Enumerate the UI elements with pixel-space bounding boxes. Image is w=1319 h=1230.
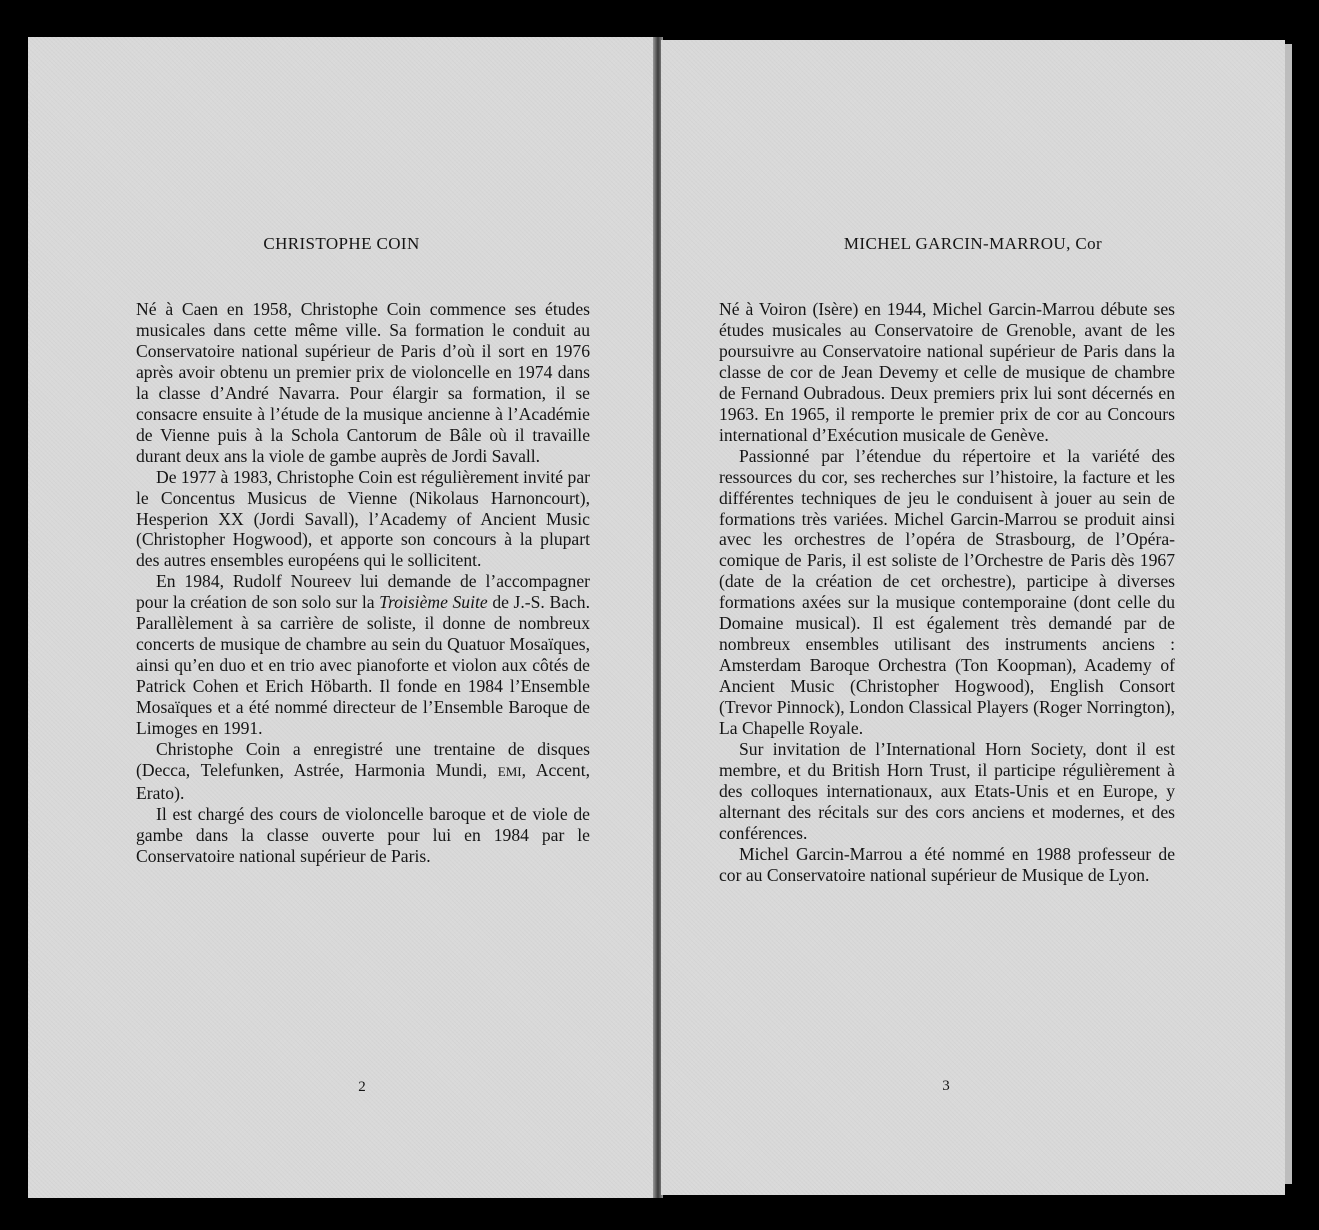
left-paragraph-4	[136, 739, 590, 804]
right-paragraph-3: Sur invitation de l’International Horn Society, dont il est membre, et du British Horn Trust, il participe régulièrement à des colloques internationaux, aux Etats-Unis et en Europe, y alternant des récitals sur des cors anciens et modernes, et des conférences.	[719, 739, 1175, 843]
label-emi: EMI	[497, 763, 522, 779]
right-page-title: MICHEL GARCIN-MARROU, Cor	[843, 234, 1103, 253]
left-paragraph-3	[136, 571, 590, 739]
left-paragraph-3-start: En 1984, Rudolf Noureev lui demande de l’accompagner pour la création de son solo sur la	[136, 571, 590, 613]
left-page-number: 2	[358, 1079, 366, 1095]
left-paragraph-2: De 1977 à 1983, Christophe Coin est régulièrement invité par le Concentus Musicus de Vienne (Nikolaus Harnoncourt), Hesperion XX (Jordi Savall), l’Academy of Ancient Music (Christopher Hogwood), et apporte son concours à la plupart des autres ensembles européens qui le sollicitent.	[136, 466, 590, 571]
left-paragraph-4-end: , Accent, Erato).	[136, 759, 590, 803]
right-page-body	[719, 299, 1175, 886]
left-page-body	[136, 299, 590, 867]
left-paragraph-5: Il est chargé des cours de violoncelle baroque et de viole de gambe dans la classe ouverte pour lui en 1984 par le Conservatoire national supérieur de Paris.	[136, 803, 590, 866]
right-page	[661, 40, 1285, 1195]
left-paragraph-3-end: de J.-S. Bach. Parallèlement à sa carrière de soliste, il donne de nombreux concerts de musique de chambre au sein du Quatuor Mosaïques, ainsi qu’en duo et en trio avec pianoforte et violon aux côtés de Patrick Cohen et Erich Höbarth. Il fonde en 1984 l’Ensemble Mosaïques et a été nommé directeur de l’Ensemble Baroque de Limoges en 1991.	[136, 592, 591, 739]
left-page	[28, 37, 655, 1198]
right-paragraph-1: Né à Voiron (Isère) en 1944, Michel Garcin-Marrou débute ses études musicales au Conservatoire de Grenoble, avant de les poursuivre au Conservatoire national supérieur de Paris dans la classe de cor de Jean Devemy et celle de musique de chambre de Fernand Oubradous. Deux premiers prix lui sont décernés en 1963. En 1965, il remporte le premier prix de cor au Concours international d’Exécution musicale de Genève.	[719, 299, 1175, 445]
italic-work-title: Troisième Suite	[379, 592, 488, 613]
left-paragraph-1: Né à Caen en 1958, Christophe Coin commence ses études musicales dans cette même ville. Sa formation le conduit au Conservatoire national supérieur de Paris d’où il sort en 1976 après avoir obtenu un premier prix de violoncelle en 1974 dans la classe d’André Navarra. Pour élargir sa formation, il se consacre ensuite à l’étude de la musique ancienne à l’Académie de Vienne puis à la Schola Cantorum de Bâle où il travaille durant deux ans la viole de gambe auprès de Jordi Savall.	[136, 299, 590, 466]
left-page-title: CHRISTOPHE COIN	[263, 234, 420, 253]
right-page-number: 3	[942, 1078, 950, 1094]
left-paragraph-4-start: Christophe Coin a enregistré une trentaine de disques (Decca, Telefunken, Astrée, Harmonia Mundi,	[136, 739, 590, 780]
right-paragraph-4: Michel Garcin-Marrou a été nommé en 1988 professeur de cor au Conservatoire national supérieur de Musique de Lyon.	[719, 843, 1175, 885]
right-paragraph-2: Passionné par l’étendue du répertoire et la variété des ressources du cor, ses recherches sur l’histoire, la facture et les différentes techniques de jeu le conduisent à jouer au sein de formations très variées. Michel Garcin-Marrou se produit ainsi avec les orchestres de l’opéra de Strasbourg, de l’Opéra-comique de Paris, il est soliste de l’Orchestre de Paris dès 1967 (date de la création de cet orchestre), participe à diverses formations axées sur la musique contemporaine (dont celle du Domaine musical). Il est également très demandé par de nombreux ensembles utilisant des instruments anciens : Amsterdam Baroque Orchestra (Ton Koopman), Academy of Ancient Music (Christopher Hogwood), English Consort (Trevor Pinnock), London Classical Players (Roger Norrington), La Chapelle Royale.	[719, 445, 1175, 739]
